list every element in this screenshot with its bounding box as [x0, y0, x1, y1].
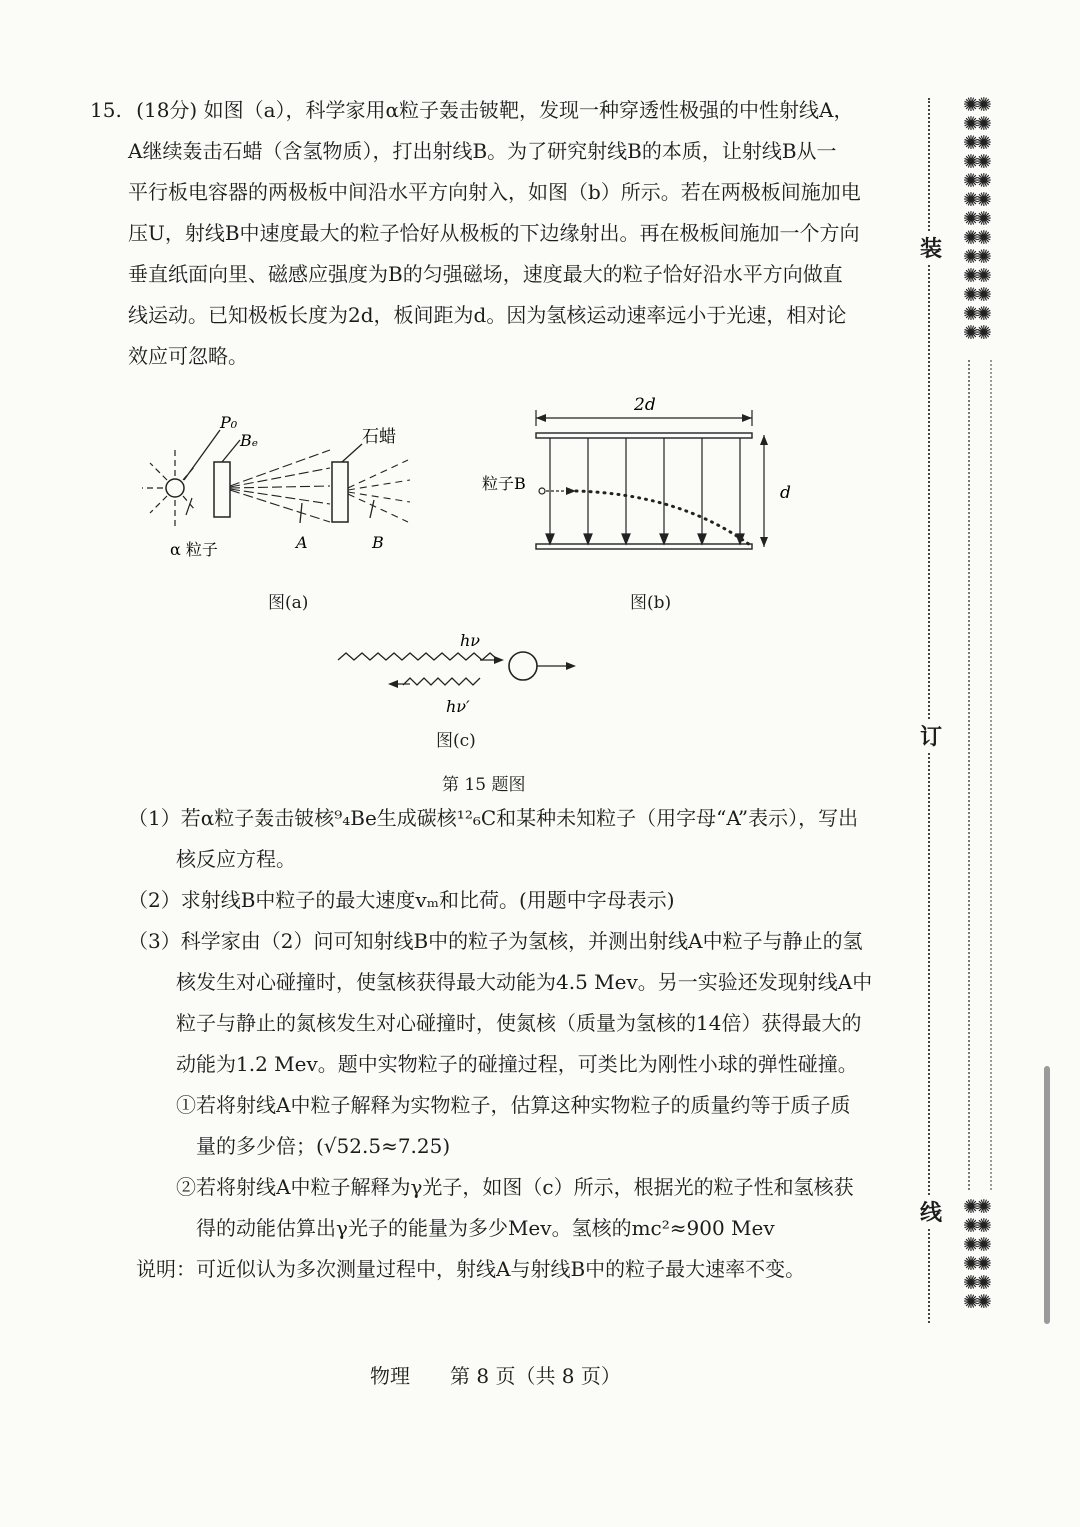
- label-be: Bₑ: [240, 431, 258, 450]
- binding-line: [928, 98, 930, 1323]
- figure-b: [480, 390, 800, 565]
- upper-plate: [536, 433, 752, 438]
- paraffin-block: [332, 462, 348, 522]
- label-hv-prime: hν′: [446, 697, 470, 716]
- nucleus-velocity-arrow: [566, 662, 576, 670]
- subq1-line-2: 核反应方程。: [176, 847, 296, 871]
- binding-word-ding: 订: [920, 720, 942, 751]
- question-line-3: 平行板电容器的两极板中间沿水平方向射入，如图（b）所示。若在两极板间施加电: [128, 180, 861, 204]
- label-paraffin: 石蜡: [362, 427, 396, 447]
- page-footer: 物理 第 8 页（共 8 页）: [370, 1364, 621, 1388]
- label-alpha: α 粒子: [170, 540, 218, 559]
- hydrogen-nucleus: [509, 652, 537, 680]
- rays-a: [230, 450, 330, 522]
- question-line-7: 效应可忽略。: [128, 344, 248, 368]
- binding-gear-pattern-bottom: ✺✺ ✺✺ ✺✺ ✺✺ ✺✺ ✺✺: [963, 1196, 989, 1313]
- particle-b: [539, 488, 545, 494]
- question-line-6: 线运动。已知极板长度为2d，板间距为d。因为氢核运动速率远小于光速，相对论: [128, 303, 847, 327]
- rays-b: [348, 460, 410, 522]
- caption-c: 图(c): [436, 731, 476, 751]
- subq3-line-3: 粒子与静止的氮核发生对心碰撞时，使氮核（质量为氢核的14倍）获得最大的: [176, 1011, 862, 1035]
- binding-word-xian: 线: [920, 1196, 942, 1227]
- question-first-line: [90, 96, 853, 124]
- alpha-rays: [142, 450, 195, 528]
- subq2-line-1: （2）求射线B中粒子的最大速度vₘ和比荷。(用题中字母表示): [128, 888, 675, 912]
- label-a: A: [296, 533, 308, 552]
- subq3-part1-line-1: ①若将射线A中粒子解释为实物粒子，估算这种实物粒子的质量约等于质子质: [176, 1093, 851, 1117]
- caption-a: 图(a): [268, 593, 309, 613]
- label-height: d: [780, 483, 791, 503]
- subq3-part2-line-1: ②若将射线A中粒子解释为γ光子，如图（c）所示，根据光的粒子性和氢核获: [176, 1175, 854, 1199]
- subq1-line-1: （1）若α粒子轰击铍核⁹₄Be生成碳核¹²₆C和某种未知粒子（用字母“A”表示），写出: [128, 806, 859, 830]
- incident-photon-wave: [338, 653, 498, 660]
- binding-perforation: [968, 360, 970, 1190]
- label-b: B: [372, 533, 384, 552]
- question-score: (18分): [136, 98, 198, 122]
- figure-c: [330, 628, 590, 720]
- binding-perforation-2: [990, 360, 992, 1190]
- label-hv: hν: [460, 631, 481, 650]
- question-number: 15.: [90, 98, 122, 122]
- scattered-photon-wave: [403, 678, 480, 685]
- binding-word-zhuang: 装: [920, 232, 942, 263]
- binding-gear-pattern-top: ✺✺ ✺✺ ✺✺ ✺✺ ✺✺ ✺✺ ✺✺ ✺✺ ✺✺ ✺✺ ✺✺ ✺✺ ✺✺: [963, 94, 989, 344]
- question-line-2: A继续轰击石蜡（含氢物质），打出射线B。为了研究射线B的本质，让射线B从一: [128, 139, 837, 163]
- label-p0: P₀: [220, 413, 238, 432]
- question-line-5: 垂直纸面向里、磁感应强度为B的匀强磁场，速度最大的粒子恰好沿水平方向做直: [128, 262, 843, 286]
- scrollbar-thumb[interactable]: [1044, 1066, 1050, 1324]
- subq3-line-1: （3）科学家由（2）问可知射线B中的粒子为氢核，并测出射线A中粒子与静止的氢: [128, 929, 863, 953]
- question-line-4: 压U，射线B中速度最大的粒子恰好从极板的下边缘射出。再在极板间施加一个方向: [128, 221, 860, 245]
- subq3-part1-line-2: 量的多少倍；(√52.5≈7.25): [196, 1134, 451, 1158]
- figure-group-caption: 第 15 题图: [442, 775, 526, 795]
- figure-a: [140, 410, 420, 570]
- alpha-source: [166, 479, 184, 497]
- label-particle: 粒子B: [482, 474, 526, 493]
- lower-plate: [536, 544, 752, 549]
- subq3-line-2: 核发生对心碰撞时，使氢核获得最大动能为4.5 Mev。另一实验还发现射线A中: [176, 970, 873, 994]
- question-line-1: 如图（a），科学家用α粒子轰击铍靶，发现一种穿透性极强的中性射线A，: [203, 98, 854, 122]
- label-width: 2d: [634, 395, 656, 415]
- note: 说明：可近似认为多次测量过程中，射线A与射线B中的粒子最大速率不变。: [136, 1257, 806, 1281]
- caption-b: 图(b): [630, 593, 672, 613]
- subq3-line-4: 动能为1.2 Mev。题中实物粒子的碰撞过程，可类比为刚性小球的弹性碰撞。: [176, 1052, 858, 1076]
- subq3-part2-line-2: 得的动能估算出γ光子的能量为多少Mev。氢核的mc²≈900 Mev: [196, 1216, 775, 1240]
- beryllium-target: [214, 462, 230, 517]
